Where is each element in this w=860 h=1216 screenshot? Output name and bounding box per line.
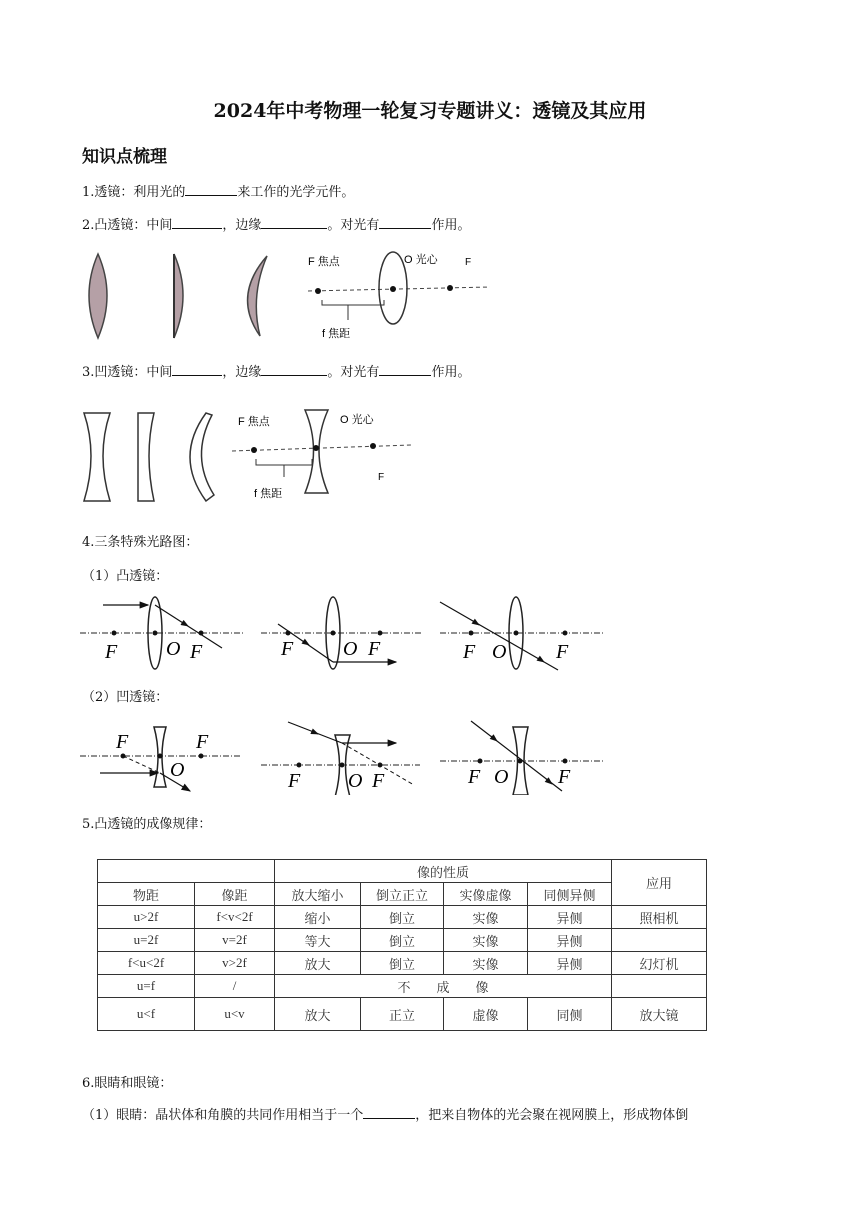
answer-blank[interactable] bbox=[261, 215, 327, 229]
section-heading: 知识点梳理 bbox=[82, 147, 167, 167]
table-cell: f<u<2f bbox=[98, 952, 195, 975]
table-cell: 实像 bbox=[444, 952, 528, 975]
table-cell: f<v<2f bbox=[195, 906, 275, 929]
table-cell: 缩小 bbox=[275, 906, 361, 929]
item-3 bbox=[82, 361, 470, 380]
svg-text:F: F bbox=[372, 770, 385, 792]
table-cell: v=2f bbox=[195, 929, 275, 952]
item-6-1 bbox=[82, 1104, 688, 1123]
focus-label: F 焦点 bbox=[308, 256, 340, 268]
table-cell-merged: 不 成 像 bbox=[275, 975, 612, 998]
table-cell: 异侧 bbox=[528, 952, 612, 975]
concave-lens-figure bbox=[82, 405, 422, 505]
page-title: 2024年中考物理一轮复习专题讲义：透镜及其应用 bbox=[213, 100, 647, 122]
concave-lens-outline bbox=[305, 410, 328, 493]
convex-diagram-center-ray bbox=[440, 597, 604, 670]
optical-center-label: O 光心 bbox=[404, 254, 438, 266]
concave-ray-diagrams bbox=[78, 715, 618, 795]
item-1 bbox=[82, 181, 354, 200]
meniscus-lens-shape bbox=[248, 256, 267, 336]
item-6-1-text-a: （1）眼睛：晶状体和角膜的共同作用相当于一个 bbox=[82, 1108, 364, 1123]
svg-text:F: F bbox=[468, 766, 481, 788]
svg-text:O: O bbox=[494, 766, 509, 788]
table-app-header: 应用 bbox=[612, 860, 707, 906]
table-cell: 放大 bbox=[275, 952, 361, 975]
table-header: 像距 bbox=[195, 883, 275, 906]
item-6: 6.眼睛和眼镜： bbox=[82, 1076, 173, 1091]
focus-label-right: F bbox=[378, 472, 385, 483]
svg-text:O: O bbox=[348, 770, 363, 792]
table-cell: 倒立 bbox=[361, 952, 444, 975]
biconvex-lens-shape bbox=[89, 254, 107, 338]
concave-diagram-parallel-ray bbox=[80, 727, 241, 791]
table-header-row-1 bbox=[98, 860, 707, 883]
svg-text:F: F bbox=[556, 641, 569, 663]
item-4-2: （2）凹透镜： bbox=[82, 690, 169, 705]
concave-diagram-focus-ray bbox=[261, 722, 420, 795]
focal-length-label: f 焦距 bbox=[322, 328, 351, 340]
table-row bbox=[98, 998, 707, 1031]
focus-label: F 焦点 bbox=[238, 416, 270, 428]
svg-text:F: F bbox=[190, 641, 203, 663]
table-cell: 虚像 bbox=[444, 998, 528, 1031]
planoconvex-lens-shape bbox=[174, 254, 183, 338]
concave-meniscus-shape bbox=[190, 413, 214, 501]
table-cell: 幻灯机 bbox=[612, 952, 707, 975]
svg-text:F: F bbox=[288, 770, 301, 792]
item-4: 4.三条特殊光路图： bbox=[82, 535, 199, 550]
item-1-text-b: 来工作的光学元件。 bbox=[237, 185, 355, 200]
answer-blank[interactable] bbox=[379, 215, 431, 229]
table-cell: 照相机 bbox=[612, 906, 707, 929]
answer-blank[interactable] bbox=[261, 362, 327, 376]
table-cell bbox=[612, 929, 707, 952]
planoconcave-lens-shape bbox=[138, 413, 154, 501]
svg-text:O: O bbox=[343, 638, 358, 660]
table-cell: 等大 bbox=[275, 929, 361, 952]
table-cell: 实像 bbox=[444, 929, 528, 952]
convex-diagram-parallel-ray bbox=[80, 597, 243, 669]
focus-label-right: F bbox=[465, 257, 472, 268]
item-2-text-c: 。对光有 bbox=[327, 218, 380, 233]
table-cell: u<v bbox=[195, 998, 275, 1031]
item-2-text-d: 作用。 bbox=[431, 218, 471, 233]
table-cell: 异侧 bbox=[528, 906, 612, 929]
item-6-1-text-b: ，把来自物体的光会聚在视网膜上，形成物体倒 bbox=[415, 1108, 689, 1123]
table-cell: u>2f bbox=[98, 906, 195, 929]
svg-text:O: O bbox=[170, 759, 185, 781]
table-cell: 倒立 bbox=[361, 906, 444, 929]
item-1-text-a: 1.透镜：利用光的 bbox=[82, 185, 186, 200]
optical-center-label: O 光心 bbox=[340, 414, 374, 426]
table-cell: 放大镜 bbox=[612, 998, 707, 1031]
item-3-text-b: ，边缘 bbox=[222, 365, 262, 380]
table-cell bbox=[612, 975, 707, 998]
table-cell: 实像 bbox=[444, 906, 528, 929]
item-3-text-a: 3.凹透镜：中间 bbox=[82, 365, 173, 380]
svg-text:F: F bbox=[116, 731, 129, 753]
item-2 bbox=[82, 214, 470, 233]
item-3-text-c: 。对光有 bbox=[327, 365, 380, 380]
svg-text:F: F bbox=[105, 641, 118, 663]
focal-length-label: f 焦距 bbox=[254, 488, 283, 500]
svg-text:F: F bbox=[558, 766, 571, 788]
item-4-1: （1）凸透镜： bbox=[82, 569, 169, 584]
imaging-rules-table bbox=[97, 859, 707, 1031]
answer-blank[interactable] bbox=[172, 215, 222, 229]
table-row bbox=[98, 906, 707, 929]
table-cell: 异侧 bbox=[528, 929, 612, 952]
table-header: 实像虚像 bbox=[444, 883, 528, 906]
table-cell: u<f bbox=[98, 998, 195, 1031]
table-cell: 同侧 bbox=[528, 998, 612, 1031]
table-cell: 正立 bbox=[361, 998, 444, 1031]
table-cell: u=2f bbox=[98, 929, 195, 952]
table-row bbox=[98, 952, 707, 975]
table-row bbox=[98, 929, 707, 952]
svg-text:F: F bbox=[463, 641, 476, 663]
item-2-text-b: ，边缘 bbox=[222, 218, 262, 233]
svg-text:O: O bbox=[492, 641, 507, 663]
table-group-header: 像的性质 bbox=[275, 860, 612, 883]
table-cell: u=f bbox=[98, 975, 195, 998]
table-header: 倒立正立 bbox=[361, 883, 444, 906]
item-3-text-d: 作用。 bbox=[431, 365, 471, 380]
svg-text:F: F bbox=[281, 638, 294, 660]
principal-axis bbox=[232, 445, 412, 451]
table-header: 物距 bbox=[98, 883, 195, 906]
table-cell: v>2f bbox=[195, 952, 275, 975]
answer-blank[interactable] bbox=[172, 362, 222, 376]
svg-text:F: F bbox=[196, 731, 209, 753]
table-row bbox=[98, 975, 707, 998]
principal-axis bbox=[308, 287, 490, 291]
svg-text:O: O bbox=[166, 638, 181, 660]
table-cell: 倒立 bbox=[361, 929, 444, 952]
concave-diagram-center-ray bbox=[440, 721, 604, 795]
convex-ray-diagrams bbox=[78, 592, 618, 672]
convex-lens-figure bbox=[82, 248, 502, 348]
convex-diagram-focus-ray bbox=[261, 597, 421, 669]
item-2-text-a: 2.凸透镜：中间 bbox=[82, 218, 173, 233]
answer-blank[interactable] bbox=[185, 182, 237, 196]
table-cell: 放大 bbox=[275, 998, 361, 1031]
item-5: 5.凸透镜的成像规律： bbox=[82, 817, 212, 832]
table-header: 同侧异侧 bbox=[528, 883, 612, 906]
answer-blank[interactable] bbox=[379, 362, 431, 376]
svg-text:F: F bbox=[368, 638, 381, 660]
table-header: 放大缩小 bbox=[275, 883, 361, 906]
table-header-blank bbox=[98, 860, 275, 883]
answer-blank[interactable] bbox=[363, 1105, 415, 1119]
table-cell: / bbox=[195, 975, 275, 998]
biconcave-lens-shape bbox=[84, 413, 110, 501]
